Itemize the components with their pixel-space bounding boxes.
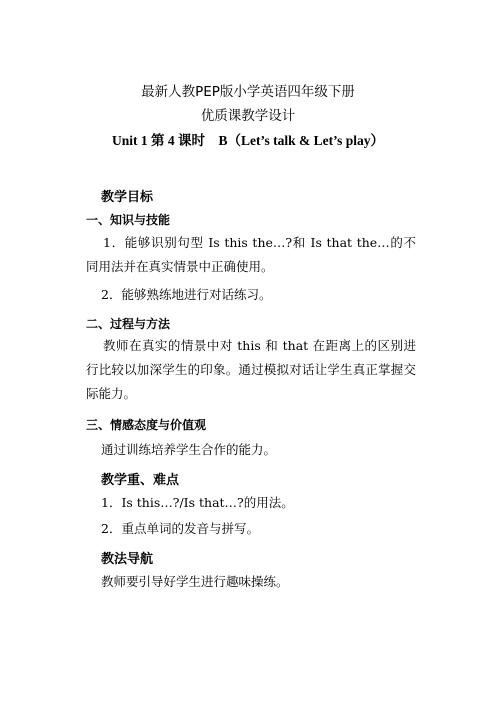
knowledge-item-1: 1．能够识别句型 Is this the…?和 Is that the…的不同用法并在真实情景中正确使用。: [86, 235, 416, 274]
key-point-1: 1．Is this…?/Is that…?的用法。: [101, 495, 294, 510]
emotion-heading: 三、情感态度与价值观: [86, 418, 207, 432]
lesson-title: Unit 1 第 4 课时 B（Let’s talk & Let’s play）: [112, 133, 384, 148]
key-points-heading: 教学重、难点: [101, 473, 180, 488]
document-subtitle: 优质课教学设计: [200, 108, 296, 124]
emotion-text: 通过训练培养学生合作的能力。: [101, 442, 277, 457]
process-heading: 二、过程与方法: [86, 317, 171, 331]
method-text: 教师要引导好学生进行趣味操练。: [101, 574, 289, 589]
process-text: 教师在真实的情景中对 this 和 that 在距离上的区别进行比较以加深学生的印象。通过模拟对话让学生真正掌握交际能力。: [86, 338, 416, 401]
knowledge-heading: 一、知识与技能: [86, 213, 171, 227]
goals-heading: 教学目标: [101, 190, 154, 205]
document-title: 最新人教PEP版小学英语四年级下册: [141, 84, 355, 100]
method-heading: 教法导航: [101, 552, 154, 567]
knowledge-item-2: 2．能够熟练地进行对话练习。: [101, 287, 272, 302]
key-point-2: 2．重点单词的发音与拼写。: [101, 521, 259, 536]
